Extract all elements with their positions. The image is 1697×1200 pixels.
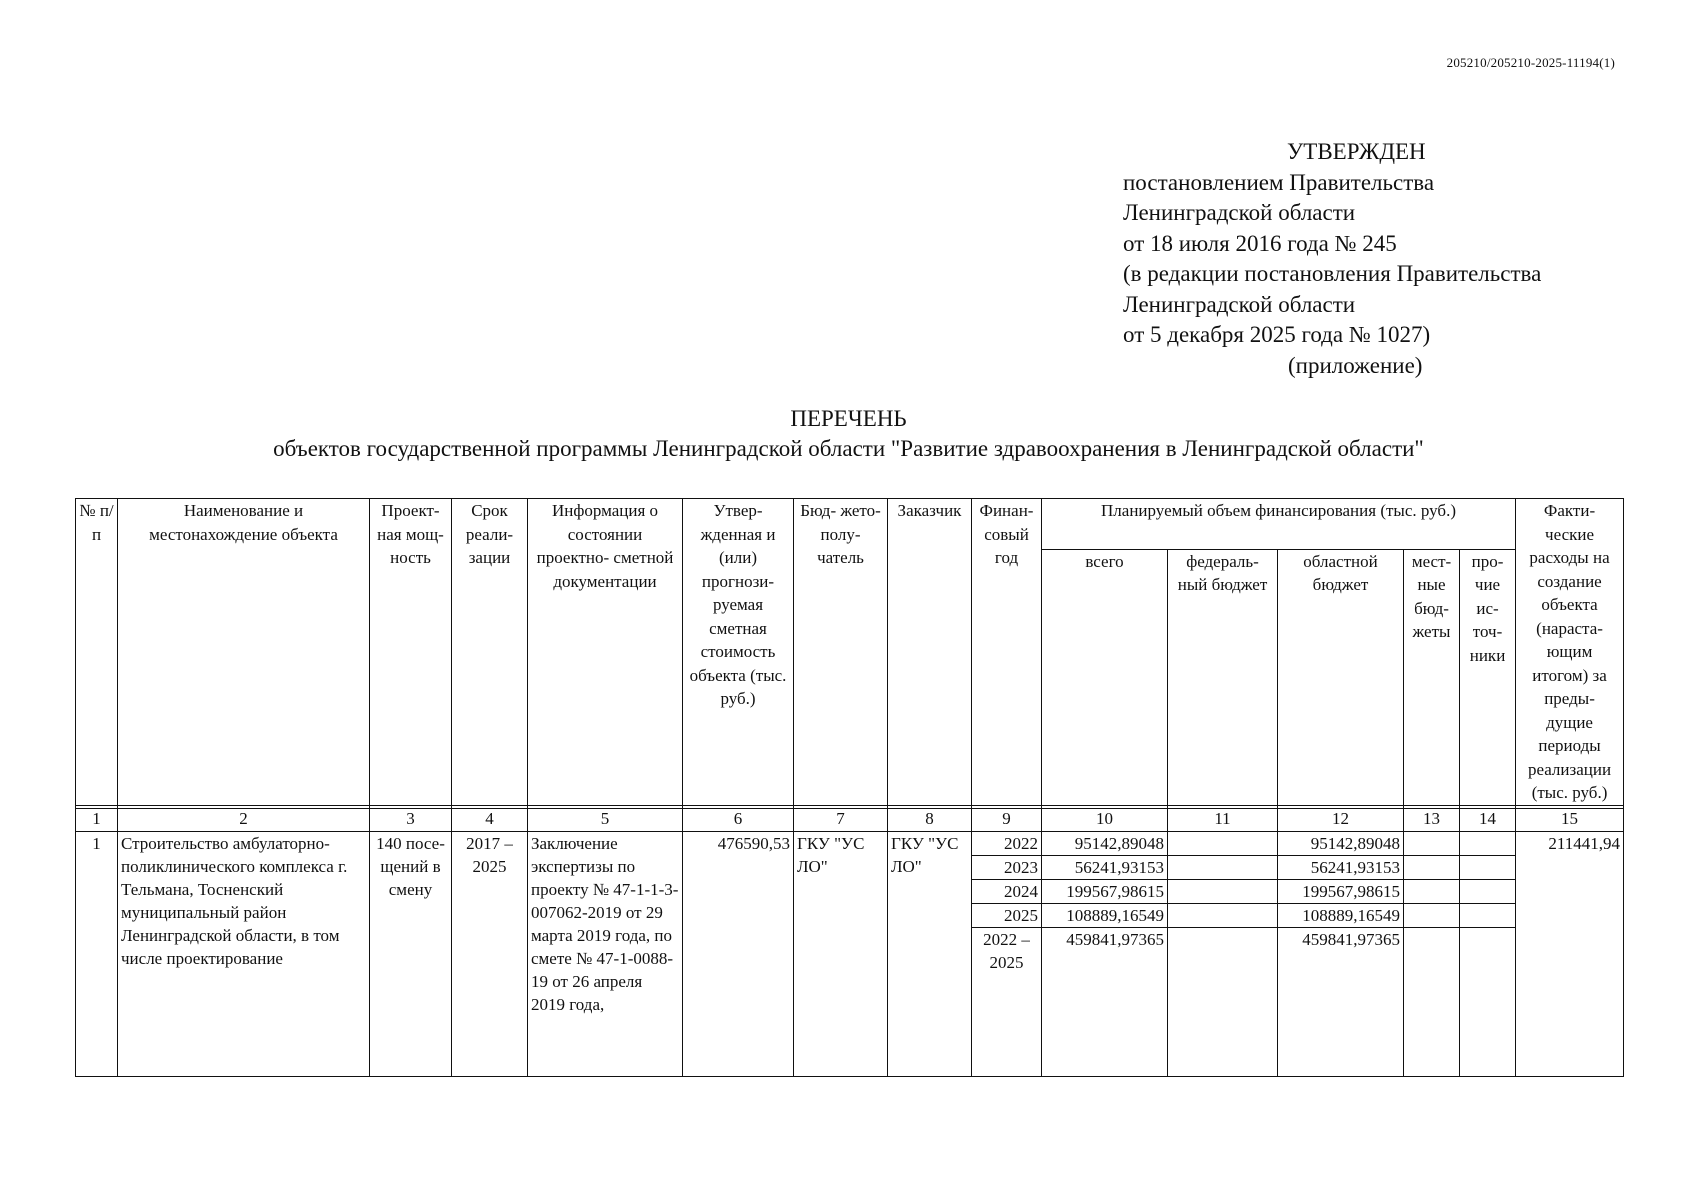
object-capacity: 140 посе- щений в смену	[370, 831, 452, 1076]
local-amount	[1404, 903, 1460, 927]
approval-stamp	[1123, 137, 1623, 381]
header-planned-financing: Планируемый объем финансирования (тыс. руб.)	[1042, 499, 1516, 550]
header-documentation: Информация о состоянии проектно- сметной документации	[528, 499, 683, 806]
header-capacity: Проект- ная мощ- ность	[370, 499, 452, 806]
document-id: 205210/205210-2025-11194(1)	[1446, 55, 1615, 70]
total-amount: 56241,93153	[1042, 855, 1168, 879]
approval-line: от 18 июля 2016 года № 245	[1123, 230, 1397, 256]
column-number: 14	[1460, 808, 1516, 831]
regional-amount: 56241,93153	[1278, 855, 1404, 879]
total-amount: 199567,98615	[1042, 879, 1168, 903]
title-main: ПЕРЕЧЕНЬ	[790, 406, 907, 431]
header-name: Наименование и местонахождение объекта	[118, 499, 370, 806]
column-number: 13	[1404, 808, 1460, 831]
object-documentation: Заключение экспертизы по проекту № 47-1-1-3- 007062-2019 от 29 марта 2019 года, по смете № 47-1-0088-19 от 26 апреля 2019 года,	[528, 831, 683, 1076]
table-row	[76, 831, 1624, 855]
fiscal-year: 2024	[972, 879, 1042, 903]
column-number: 5	[528, 808, 683, 831]
object-recipient: ГКУ "УС ЛО"	[794, 831, 888, 1076]
total-amount: 459841,97365	[1042, 927, 1168, 1076]
total-amount: 108889,16549	[1042, 903, 1168, 927]
local-amount	[1404, 879, 1460, 903]
column-number: 12	[1278, 808, 1404, 831]
column-number-row	[76, 808, 1624, 831]
header-cost: Утвер- жденная и (или) прогнози- руемая сметная стоимость объекта (тыс. руб.)	[683, 499, 794, 806]
approval-appendix: (приложение)	[1288, 352, 1423, 378]
header-regional: областной бюджет	[1278, 549, 1404, 805]
object-name: Строительство амбулаторно- поликлинического комплекса г. Тельмана, Тосненский муниципальный район Ленинградской области, в том числе проектирование	[118, 831, 370, 1076]
other-amount	[1460, 879, 1516, 903]
title-subtitle: объектов государственной программы Ленинградской области "Развитие здравоохранения в Ленинградской области"	[273, 436, 1424, 461]
row-number: 1	[76, 831, 118, 1076]
column-number: 15	[1516, 808, 1624, 831]
regional-amount: 95142,89048	[1278, 831, 1404, 855]
document-title	[0, 404, 1697, 464]
federal-amount	[1168, 903, 1278, 927]
fiscal-year: 2022 – 2025	[972, 927, 1042, 1076]
other-amount	[1460, 927, 1516, 1076]
approval-line: Ленинградской области	[1123, 291, 1356, 317]
header-recipient: Бюд- жето- полу- чатель	[794, 499, 888, 806]
object-period: 2017 – 2025	[452, 831, 528, 1076]
header-federal: федераль- ный бюджет	[1168, 549, 1278, 805]
local-amount	[1404, 831, 1460, 855]
other-amount	[1460, 903, 1516, 927]
header-customer: Заказчик	[888, 499, 972, 806]
header-fiscal-year: Финан- совый год	[972, 499, 1042, 806]
federal-amount	[1168, 927, 1278, 1076]
column-number: 1	[76, 808, 118, 831]
objects-table	[75, 498, 1624, 1077]
regional-amount: 108889,16549	[1278, 903, 1404, 927]
header-other: про- чие ис- точ- ники	[1460, 549, 1516, 805]
column-number: 7	[794, 808, 888, 831]
federal-amount	[1168, 855, 1278, 879]
approval-head: УТВЕРЖДЕН	[1287, 139, 1426, 164]
header-period: Срок реали- зации	[452, 499, 528, 806]
local-amount	[1404, 855, 1460, 879]
object-customer: ГКУ "УС ЛО"	[888, 831, 972, 1076]
fiscal-year: 2022	[972, 831, 1042, 855]
column-number: 10	[1042, 808, 1168, 831]
regional-amount: 459841,97365	[1278, 927, 1404, 1076]
fiscal-year: 2023	[972, 855, 1042, 879]
column-number: 2	[118, 808, 370, 831]
header-actual-expenses: Факти- ческие расходы на создание объекта (нараста- ющим итогом) за преды- дущие периоды реализации (тыс. руб.)	[1516, 499, 1624, 806]
column-number: 6	[683, 808, 794, 831]
approval-line: от 5 декабря 2025 года № 1027)	[1123, 322, 1431, 347]
header-number: № п/п	[76, 499, 118, 806]
column-number: 8	[888, 808, 972, 831]
regional-amount: 199567,98615	[1278, 879, 1404, 903]
approval-line: постановлением Правительства	[1123, 169, 1435, 195]
column-number: 3	[370, 808, 452, 831]
approval-line: Ленинградской области	[1123, 200, 1356, 225]
other-amount	[1460, 831, 1516, 855]
approval-line: (в редакции постановления Правительства	[1123, 261, 1542, 286]
actual-expenses: 211441,94	[1516, 831, 1624, 1076]
other-amount	[1460, 855, 1516, 879]
federal-amount	[1168, 831, 1278, 855]
total-amount: 95142,89048	[1042, 831, 1168, 855]
column-number: 4	[452, 808, 528, 831]
header-local: мест- ные бюд- жеты	[1404, 549, 1460, 805]
local-amount	[1404, 927, 1460, 1076]
fiscal-year: 2025	[972, 903, 1042, 927]
header-total: всего	[1042, 549, 1168, 805]
column-number: 11	[1168, 808, 1278, 831]
column-number: 9	[972, 808, 1042, 831]
federal-amount	[1168, 879, 1278, 903]
object-cost: 476590,53	[683, 831, 794, 1076]
